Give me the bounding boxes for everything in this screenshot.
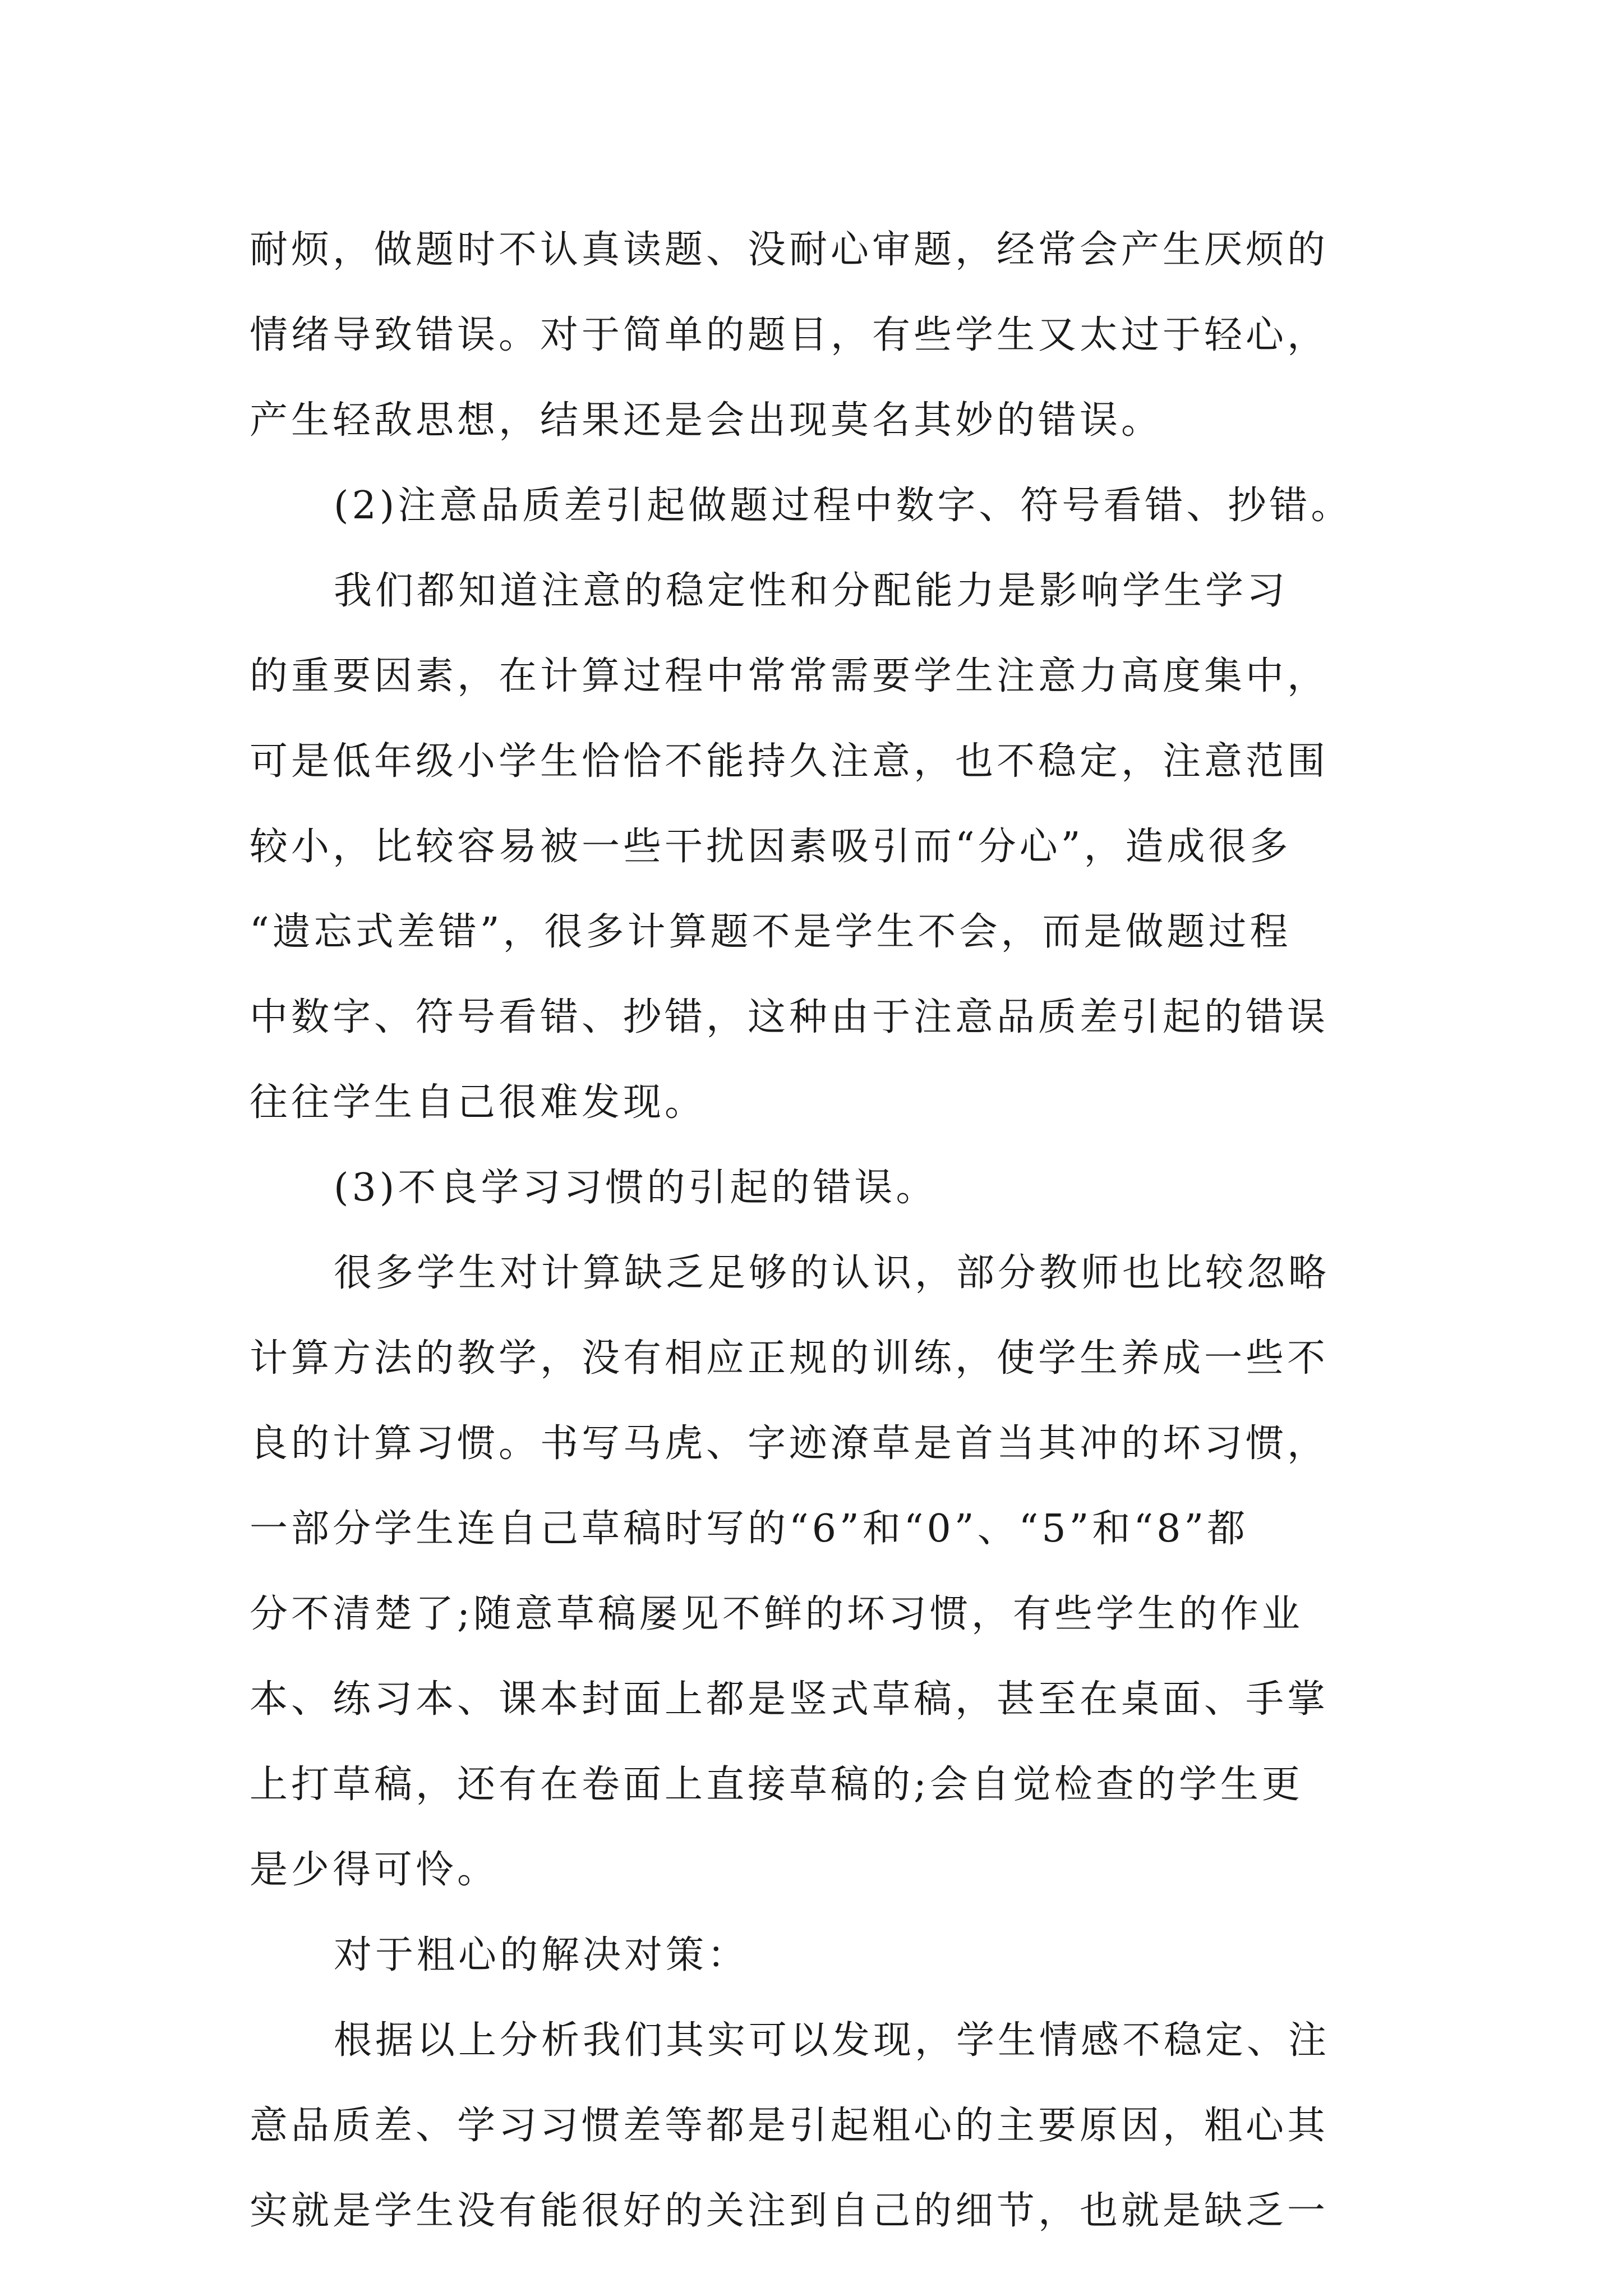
paragraph-start: 根据以上分析我们其实可以发现，学生情感不稳定、注 [334,2018,1330,2063]
section-heading-3: (3)不良学习习惯的引起的错误。 [334,1166,938,1210]
solutions-heading: 对于粗心的解决对策： [334,1933,749,1977]
text-line: 上打草稿，还有在卷面上直接草稿的;会自觉检查的学生更 [250,1763,1303,1807]
section-heading-2: (2)注意品质差引起做题过程中数字、符号看错、抄错。 [334,484,1353,528]
text-line: 是少得可怜。 [250,1848,499,1892]
text-line: 意品质差、学习习惯差等都是引起粗心的主要原因，粗心其 [250,2104,1329,2148]
text-line: 情绪导致错误。对于简单的题目，有些学生又太过于轻心， [250,313,1329,357]
text-line: 产生轻敌思想，结果还是会出现莫名其妙的错误。 [250,398,1163,443]
text-line: 实就是学生没有能很好的关注到自己的细节，也就是缺乏一 [250,2189,1329,2233]
text-line: 本、练习本、课本封面上都是竖式草稿，甚至在桌面、手掌 [250,1677,1329,1722]
text-line: 可是低年级小学生恰恰不能持久注意，也不稳定，注意范围 [250,739,1329,784]
paragraph-start: 很多学生对计算缺乏足够的认识，部分教师也比较忽略 [334,1251,1330,1295]
text-line: 计算方法的教学，没有相应正规的训练，使学生养成一些不 [250,1336,1329,1381]
text-line: 良的计算习惯。书写马虎、字迹潦草是首当其冲的坏习惯， [250,1421,1329,1466]
text-line: 较小，比较容易被一些干扰因素吸引而“分心”，造成很多 [250,825,1292,869]
text-line: 一部分学生连自己草稿时写的“6”和“0”、“5”和“8”都 [250,1507,1249,1551]
text-line: 的重要因素，在计算过程中常常需要学生注意力高度集中， [250,654,1329,698]
text-line: 分不清楚了;随意草稿屡见不鲜的坏习惯，有些学生的作业 [250,1592,1303,1636]
text-line: 中数字、符号看错、抄错，这种由于注意品质差引起的错误 [250,995,1329,1039]
document-body [250,208,1394,2254]
text-line: 往往学生自己很难发现。 [250,1080,707,1125]
paragraph-start: 我们都知道注意的稳定性和分配能力是影响学生学习 [334,569,1289,613]
text-line: “遗忘式差错”，很多计算题不是学生不会，而是做题过程 [250,910,1292,954]
text-line: 耐烦，做题时不认真读题、没耐心审题，经常会产生厌烦的 [250,228,1329,272]
